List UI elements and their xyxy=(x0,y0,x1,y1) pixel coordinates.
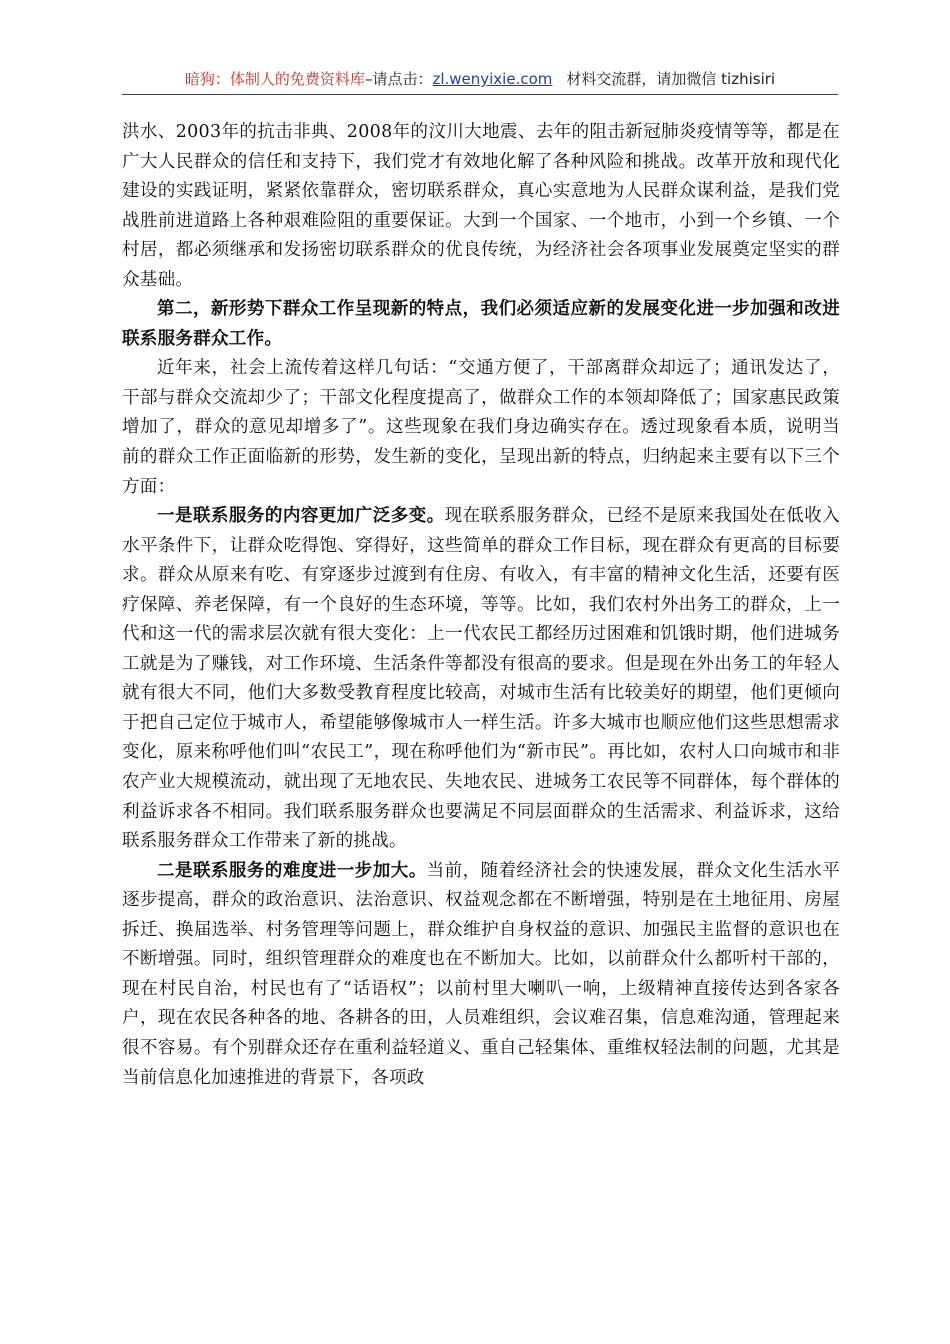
header-wechat-note: 材料交流群，请加微信 tizhisiri xyxy=(566,70,776,88)
document-body xyxy=(122,118,840,1093)
page-header xyxy=(122,64,838,95)
header-site-name: 暗狗：体制人的免费资料库 xyxy=(184,70,365,88)
header-click-prompt: –请点击： xyxy=(364,70,433,88)
paragraph-intro: 近年来，社会上流传着这样几句话：“交通方便了，干部离群众却远了；通讯发达了，干部与群众交流却少了；干部文化程度提高了，做群众工作的本领却降低了；国家惠民政策增加了，群众的意见却增多了”。这些现象在我们身边确实存在。透过现象看本质，说明当前的群众工作正面临新的形势，发生新的变化，呈现出新的特点，归纳起来主要有以下三个方面： xyxy=(122,358,840,497)
point-two-text: 当前，随着经济社会的快速发展，群众文化生活水平逐步提高，群众的政治意识、法治意识、权益观念都在不断增强，特别是在土地征用、房屋拆迁、换届选举、村务管理等问题上，群众维护自身权益的意识、加强民主监督的意识也在不断增强。同时，组织管理群众的难度也在不断加大。比如，以前群众什么都听村干部的，现在村民自治，村民也有了“话语权”；以前村里大喇叭一响，上级精神直接传达到各家各户，现在农民各种各的地、各耕各的田，人员难组织，会议难召集，信息难沟通，管理起来很不容易。有个别群众还存在重利益轻道义、重自己轻集体、重维权轻法制的问题，尤其是当前信息化加速推进的背景下，各项政 xyxy=(122,860,840,1088)
header-link[interactable]: zl.wenyixie.com xyxy=(432,70,553,88)
paragraph-continued: 洪水、2003年的抗击非典、2008年的汶川大地震、去年的阻击新冠肺炎疫情等等，都是在广大人民群众的信任和支持下，我们党才有效地化解了各种风险和挑战。改革开放和现代化建设的实践证明，紧紧依靠群众，密切联系群众，真心实意地为人民群众谋利益，是我们党战胜前进道路上各种艰难险阻的重要保证。大到一个国家、一个地市，小到一个乡镇、一个村居，都必须继承和发扬密切联系群众的优良传统，为经济社会各项事业发展奠定坚实的群众基础。 xyxy=(122,122,840,290)
point-one-text: 现在联系服务群众，已经不是原来我国处在低收入水平条件下，让群众吃得饱、穿得好，这些简单的群众工作目标，现在群众有更高的目标要求。群众从原来有吃、有穿逐步过渡到有住房、有收入，有丰富的精神文化生活，还要有医疗保障、养老保障，有一个良好的生态环境，等等。比如，我们农村外出务工的群众，上一代和这一代的需求层次就有很大变化：上一代农民工都经历过困难和饥饿时期，他们进城务工就是为了赚钱，对工作环境、生活条件等都没有很高的要求。但是现在外出务工的年轻人就有很大不同，他们大多数受教育程度比较高，对城市生活有比较美好的期望，他们更倾向于把自己定位于城市人，希望能够像城市人一样生活。许多大城市也顺应他们这些思想需求变化，原来称呼他们叫“农民工”，现在称呼他们为“新市民”。再比如，农村人口向城市和非农产业大规模流动，就出现了无地农民、失地农民、进城务工农民等不同群体，每个群体的利益诉求各不相同。我们联系服务群众也要满足不同层面群众的生活需求、利益诉求，这给联系服务群众工作带来了新的挑战。 xyxy=(122,506,840,852)
paragraph-point-one xyxy=(122,502,840,857)
point-one-lead: 一是联系服务的内容更加广泛多变。 xyxy=(157,506,445,527)
point-two-lead: 二是联系服务的难度进一步加大。 xyxy=(157,860,427,881)
section-heading: 第二，新形势下群众工作呈现新的特点，我们必须适应新的发展变化进一步加强和改进联系服务群众工作。 xyxy=(122,299,840,349)
paragraph-point-two xyxy=(122,857,840,1093)
